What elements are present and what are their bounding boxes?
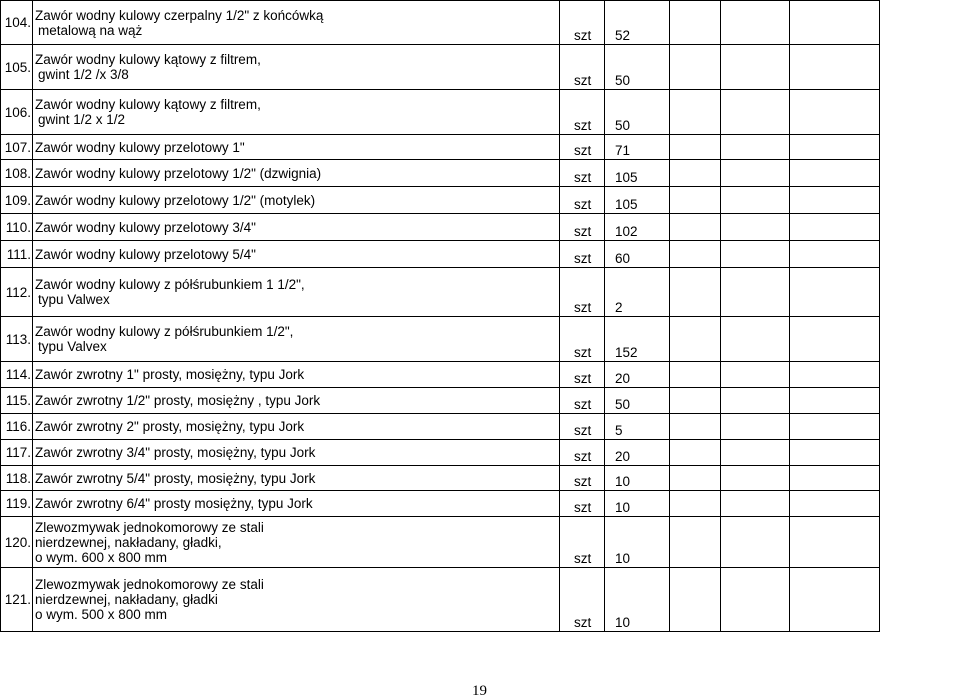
description-line: Zawór zwrotny 1/2" prosty, mosiężny , typu Jork xyxy=(35,393,321,408)
empty-cell xyxy=(721,491,790,517)
item-unit: szt xyxy=(560,517,605,568)
table-row xyxy=(1,491,880,517)
item-unit: szt xyxy=(560,414,605,440)
empty-cell xyxy=(670,90,721,135)
empty-cell xyxy=(790,362,880,388)
item-number: 106. xyxy=(1,90,33,135)
empty-cell xyxy=(670,45,721,90)
item-quantity: 2 xyxy=(605,268,670,317)
empty-cell xyxy=(721,187,790,214)
empty-cell xyxy=(790,187,880,214)
empty-cell xyxy=(790,414,880,440)
item-number: 119. xyxy=(1,491,33,517)
description-line: Zlewozmywak jednokomorowy ze stali xyxy=(35,519,264,535)
description-line: nierdzewnej, nakładany, gładki xyxy=(35,592,218,607)
item-number: 104. xyxy=(1,1,33,45)
item-description xyxy=(33,388,560,414)
item-number: 105. xyxy=(1,45,33,90)
empty-cell xyxy=(790,90,880,135)
table-row xyxy=(1,414,880,440)
empty-cell xyxy=(670,388,721,414)
table-row xyxy=(1,160,880,187)
description-line: Zawór zwrotny 2" prosty, mosiężny, typu Jork xyxy=(35,419,305,434)
table-row xyxy=(1,45,880,90)
description-line: nierdzewnej, nakładany, gładki, xyxy=(35,534,222,550)
item-quantity: 10 xyxy=(605,568,670,632)
description-line: Zawór zwrotny 1" prosty, mosiężny, typu Jork xyxy=(35,367,305,382)
item-quantity: 71 xyxy=(605,135,670,160)
empty-cell xyxy=(790,135,880,160)
item-number: 116. xyxy=(1,414,33,440)
item-number: 112. xyxy=(1,268,33,317)
item-unit: szt xyxy=(560,268,605,317)
item-description xyxy=(33,241,560,268)
description-line: Zawór wodny kulowy z półśrubunkiem 1/2", xyxy=(35,324,294,339)
empty-cell xyxy=(721,135,790,160)
description-line: Zawór wodny kulowy przelotowy 1/2" (dzwignia) xyxy=(35,165,322,181)
description-line: Zawór wodny kulowy przelotowy 5/4" xyxy=(35,246,256,262)
item-description xyxy=(33,268,560,317)
item-unit: szt xyxy=(560,440,605,466)
item-unit: szt xyxy=(560,362,605,388)
empty-cell xyxy=(790,241,880,268)
item-quantity: 105 xyxy=(605,160,670,187)
table-row xyxy=(1,466,880,491)
item-number: 120. xyxy=(1,517,33,568)
empty-cell xyxy=(790,1,880,45)
item-quantity: 102 xyxy=(605,214,670,241)
empty-cell xyxy=(670,440,721,466)
empty-cell xyxy=(721,160,790,187)
item-number: 110. xyxy=(1,214,33,241)
empty-cell xyxy=(721,268,790,317)
empty-cell xyxy=(670,517,721,568)
item-quantity: 10 xyxy=(605,517,670,568)
item-unit: szt xyxy=(560,491,605,517)
item-number: 113. xyxy=(1,317,33,362)
item-unit: szt xyxy=(560,317,605,362)
empty-cell xyxy=(721,388,790,414)
item-quantity: 20 xyxy=(605,362,670,388)
description-line: Zawór zwrotny 5/4" prosty, mosiężny, typu Jork xyxy=(35,470,316,486)
item-description xyxy=(33,45,560,90)
empty-cell xyxy=(790,491,880,517)
description-line: Zawór wodny kulowy przelotowy 1/2" (motylek) xyxy=(35,192,316,208)
item-description xyxy=(33,517,560,568)
item-quantity: 5 xyxy=(605,414,670,440)
empty-cell xyxy=(670,568,721,632)
table-row xyxy=(1,187,880,214)
item-quantity: 52 xyxy=(605,1,670,45)
item-unit: szt xyxy=(560,160,605,187)
table-row xyxy=(1,568,880,632)
description-line: Zawór wodny kulowy czerpalny 1/2" z końcówką xyxy=(35,7,324,23)
item-number: 109. xyxy=(1,187,33,214)
empty-cell xyxy=(721,90,790,135)
empty-cell xyxy=(670,317,721,362)
item-quantity: 10 xyxy=(605,491,670,517)
description-line: Zawór wodny kulowy z półśrubunkiem 1 1/2", xyxy=(35,277,305,292)
item-unit: szt xyxy=(560,135,605,160)
item-number: 107. xyxy=(1,135,33,160)
table-row xyxy=(1,214,880,241)
item-quantity: 60 xyxy=(605,241,670,268)
item-number: 114. xyxy=(1,362,33,388)
item-description xyxy=(33,90,560,135)
empty-cell xyxy=(790,214,880,241)
item-unit: szt xyxy=(560,214,605,241)
table-row xyxy=(1,241,880,268)
item-description xyxy=(33,317,560,362)
item-quantity: 50 xyxy=(605,388,670,414)
description-line: Zawór wodny kulowy przelotowy 1" xyxy=(35,139,245,155)
table-row xyxy=(1,317,880,362)
empty-cell xyxy=(721,466,790,491)
description-line: Zawór wodny kulowy kątowy z filtrem, xyxy=(35,97,261,112)
item-unit: szt xyxy=(560,187,605,214)
item-quantity: 50 xyxy=(605,45,670,90)
empty-cell xyxy=(670,1,721,45)
table-row xyxy=(1,362,880,388)
empty-cell xyxy=(721,317,790,362)
item-unit: szt xyxy=(560,1,605,45)
item-unit: szt xyxy=(560,90,605,135)
item-number: 108. xyxy=(1,160,33,187)
empty-cell xyxy=(790,440,880,466)
item-description xyxy=(33,1,560,45)
item-unit: szt xyxy=(560,568,605,632)
empty-cell xyxy=(790,317,880,362)
empty-cell xyxy=(670,491,721,517)
table-row xyxy=(1,388,880,414)
empty-cell xyxy=(790,517,880,568)
description-line: o wym. 500 x 800 mm xyxy=(35,607,168,622)
item-unit: szt xyxy=(560,466,605,491)
item-description xyxy=(33,414,560,440)
item-quantity: 105 xyxy=(605,187,670,214)
empty-cell xyxy=(721,362,790,388)
item-number: 121. xyxy=(1,568,33,632)
description-line: gwint 1/2 /x 3/8 xyxy=(38,67,129,82)
empty-cell xyxy=(670,160,721,187)
table-row xyxy=(1,517,880,568)
item-quantity: 50 xyxy=(605,90,670,135)
item-description xyxy=(33,568,560,632)
table-row xyxy=(1,1,880,45)
item-quantity: 20 xyxy=(605,440,670,466)
item-number: 115. xyxy=(1,388,33,414)
empty-cell xyxy=(790,268,880,317)
item-description xyxy=(33,135,560,160)
empty-cell xyxy=(670,362,721,388)
table-row xyxy=(1,90,880,135)
empty-cell xyxy=(790,160,880,187)
empty-cell xyxy=(670,214,721,241)
description-line: metalową na wąż xyxy=(38,22,143,38)
empty-cell xyxy=(721,1,790,45)
page-number: 19 xyxy=(472,683,487,699)
empty-cell xyxy=(721,241,790,268)
empty-cell xyxy=(721,568,790,632)
item-description xyxy=(33,187,560,214)
empty-cell xyxy=(721,45,790,90)
item-unit: szt xyxy=(560,388,605,414)
description-line: Zawór zwrotny 3/4" prosty, mosiężny, typu Jork xyxy=(35,445,316,460)
empty-cell xyxy=(670,135,721,160)
item-quantity: 10 xyxy=(605,466,670,491)
item-unit: szt xyxy=(560,45,605,90)
description-line: Zawór wodny kulowy przelotowy 3/4" xyxy=(35,219,256,235)
item-description xyxy=(33,440,560,466)
description-line: Zawór wodny kulowy kątowy z filtrem, xyxy=(35,52,261,67)
empty-cell xyxy=(721,517,790,568)
table-row xyxy=(1,440,880,466)
empty-cell xyxy=(670,466,721,491)
item-description xyxy=(33,214,560,241)
item-description xyxy=(33,362,560,388)
item-description xyxy=(33,491,560,517)
empty-cell xyxy=(670,414,721,440)
empty-cell xyxy=(721,414,790,440)
empty-cell xyxy=(670,241,721,268)
item-description xyxy=(33,466,560,491)
empty-cell xyxy=(670,268,721,317)
description-line: Zlewozmywak jednokomorowy ze stali xyxy=(35,577,264,592)
table-row xyxy=(1,268,880,317)
empty-cell xyxy=(790,45,880,90)
description-line: Zawór zwrotny 6/4" prosty mosiężny, typu Jork xyxy=(35,496,313,511)
table-row xyxy=(1,135,880,160)
empty-cell xyxy=(670,187,721,214)
empty-cell xyxy=(790,466,880,491)
item-number: 111. xyxy=(1,241,33,268)
item-quantity: 152 xyxy=(605,317,670,362)
item-unit: szt xyxy=(560,241,605,268)
empty-cell xyxy=(790,388,880,414)
item-number: 117. xyxy=(1,440,33,466)
description-line: typu Valvex xyxy=(38,339,107,354)
empty-cell xyxy=(790,568,880,632)
description-line: typu Valwex xyxy=(38,292,110,307)
item-number: 118. xyxy=(1,466,33,491)
empty-cell xyxy=(721,440,790,466)
empty-cell xyxy=(721,214,790,241)
item-description xyxy=(33,160,560,187)
description-line: o wym. 600 x 800 mm xyxy=(35,549,168,565)
description-line: gwint 1/2 x 1/2 xyxy=(38,112,126,127)
